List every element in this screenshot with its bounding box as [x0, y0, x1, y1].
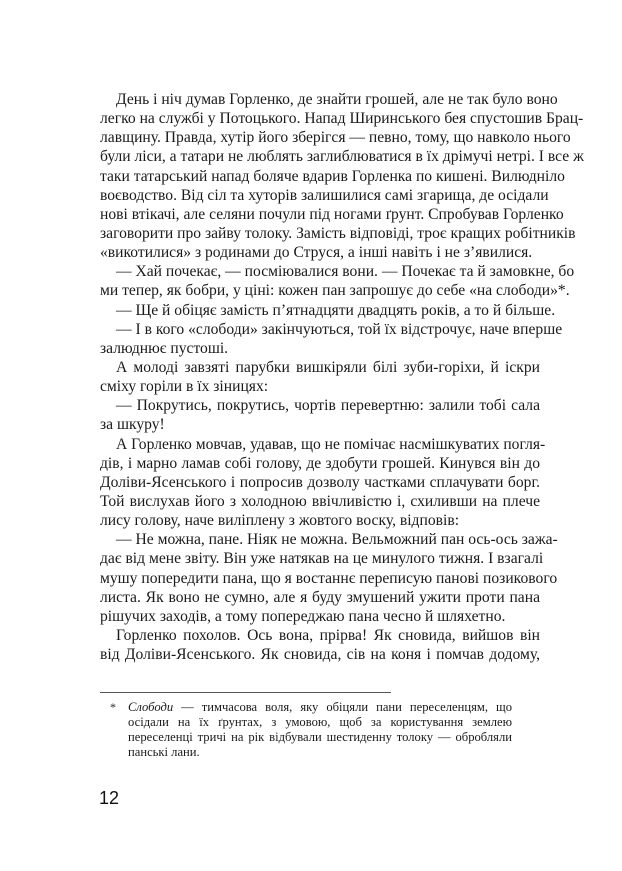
footnote-term: Слободи	[128, 700, 174, 714]
footnote-line: осідали на їх ґрунтах, з умовою, щоб за користування землею	[128, 715, 512, 729]
footnote-definition: — тимчасова воля, яку обіцяли пани переселенцям, що	[173, 700, 512, 714]
text-line: лавщину. Правда, хутір його зберігся — певно, тому, що навколо нього	[100, 129, 571, 147]
page-number: 12	[99, 788, 120, 808]
footnote-line: переселенці тричі на рік відбували шестиденну толоку — обробляли	[128, 730, 512, 744]
footnote	[100, 700, 540, 760]
text-line: були ліси, а татари не люблять заглиблюватися в їх дрімучі нетрі. І все ж	[100, 148, 584, 166]
text-line: Той вислухав його з холодною ввічливістю і, схиливши на плече	[100, 492, 540, 510]
text-line: таки татарський напад боляче вдарив Горленка по кишені. Вилюдніло	[100, 167, 565, 185]
text-line: заговорити про зайву толоку. Замість відповіді, троє кращих робітників	[100, 224, 576, 242]
text-line: дає від мене звіту. Він уже натякав на це минулого тижня. І взагалі	[100, 550, 544, 568]
body-text	[100, 90, 584, 664]
text-line: нові втікачі, але селяни почули під ногами ґрунт. Спробував Горленко	[100, 205, 564, 223]
text-line: мушу попередити пана, що я востаннє переписую панові позикового	[100, 569, 558, 587]
footnote-divider	[100, 692, 391, 693]
text-line: Доліви-Ясенського і попросив дозволу частками сплачувати борг.	[100, 473, 540, 491]
text-line: залюднює пустоші.	[100, 339, 229, 357]
text-line: лису голову, наче виліплену з жовтого воску, відповів:	[100, 512, 460, 530]
footnote-line: панські лани.	[128, 745, 200, 759]
footnote-marker: *	[110, 700, 116, 714]
text-line: «викотилися» з родинами до Струся, а інші навіть і не з’явилися.	[100, 244, 533, 262]
text-line: за шкуру!	[100, 416, 165, 434]
text-line: легко на службі у Потоцького. Напад Ширинського бея спустошив Брац-	[100, 110, 584, 128]
text-line: рішучих заходів, а тому попереджаю пана чесно й шляхетно.	[100, 607, 506, 625]
text-line: — Не можна, пане. Ніяк не можна. Вельможний пан ось-ось зажа-	[116, 531, 558, 549]
text-line: Горленко похолов. Ось вона, прірва! Як сновида, вийшов він	[116, 626, 540, 644]
text-line: — Покрутись, покрутись, чортів перевертню: залили тобі сала	[116, 397, 540, 415]
text-line: — Ще й обіцяє замість п’ятнадцяти двадцять років, а то й більше.	[116, 301, 556, 319]
footnote-line	[128, 700, 512, 715]
text-line: — Хай почекає, — посміювалися вони. — Почекає та й замовкне, бо	[116, 263, 575, 281]
text-line: ми тепер, як бобри, у ціні: кожен пан запрошує до себе «на слободи»*.	[100, 282, 570, 300]
text-line: сміху горіли в їх зіницях:	[100, 378, 269, 396]
text-line: День і ніч думав Горленко, де знайти грошей, але не так було воно	[116, 91, 558, 108]
text-line: листа. Як воно не сумно, але я буду змушений ужити проти пана	[100, 588, 540, 606]
text-line: від Доліви-Ясенського. Як сновида, сів на коня і помчав додому,	[100, 646, 540, 664]
text-line: дів, і марно ламав собі голову, де здобути грошей. Кинувся він до	[100, 454, 540, 472]
text-line: А молоді завзяті парубки вишкіряли білі зуби-горіхи, й іскри	[116, 358, 540, 376]
text-line: — І в кого «слободи» закінчуються, той їх відстрочує, наче вперше	[116, 320, 563, 338]
text-line: А Горленко мовчав, удавав, що не помічає насмішкуватих погля-	[116, 435, 546, 453]
text-line: воєводство. Від сіл та хуторів залишилися самі згарища, де осідали	[100, 186, 549, 204]
